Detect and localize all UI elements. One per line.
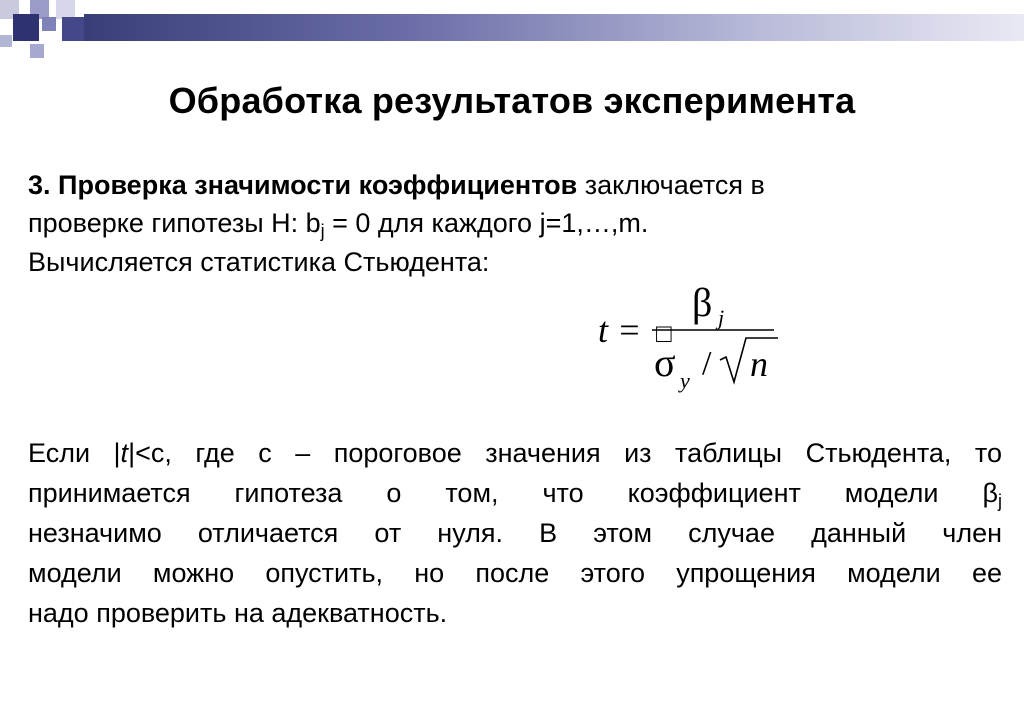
statistic-intro: Вычисляется статистика Стьюдента: [28, 247, 490, 277]
conclusion-line-4: модели можно опустить, но после этого упрощения модели ее [28, 558, 1002, 588]
slide-title: Обработка результатов эксперимента [168, 80, 856, 121]
conclusion-text: Если | [28, 438, 121, 468]
conclusion-paragraph [28, 433, 1002, 633]
conclusion-text: принимается гипотеза о том, что коэффициент модели β [28, 478, 998, 508]
deco-square [13, 14, 39, 41]
conclusion-line-2 [28, 473, 1002, 513]
hypothesis-text-suffix: = 0 для каждого j=1,…,m. [324, 208, 649, 238]
conclusion-text: |<c, где c – пороговое значения из таблицы Стьюдента, то [128, 438, 1002, 468]
header-gradient-bar [84, 14, 1024, 41]
formula-slash: / [702, 345, 712, 382]
formula-sqrt-argument: n [750, 344, 768, 384]
deco-square [42, 17, 56, 31]
hypothesis-text-prefix: проверке гипотезы H: b [28, 208, 321, 238]
deco-square [30, 44, 44, 58]
hypothesis-subscript: j [320, 221, 325, 241]
item-heading: Проверка значимости коэффициентов [58, 170, 578, 200]
formula-lhs: t = [598, 310, 642, 350]
conclusion-t-symbol: t [120, 438, 129, 468]
conclusion-subscript: j [998, 491, 1002, 511]
formula-numerator-subscript: j [718, 305, 725, 330]
student-t-formula [590, 268, 790, 398]
conclusion-line-3: незначимо отличается от нуля. В этом случае данный член [28, 518, 1002, 548]
conclusion-line-1 [28, 433, 1002, 473]
sqrt-sign [720, 338, 778, 382]
item-number: 3. [28, 170, 51, 200]
deco-square [0, 35, 12, 47]
formula-denominator-sigma: σ [654, 340, 676, 385]
formula-numerator-beta: β [692, 280, 713, 325]
conclusion-line-5: надо проверить на адекватность. [28, 598, 448, 628]
formula-denominator-subscript: y [680, 368, 690, 393]
deco-square [62, 17, 84, 41]
formula-missing-glyph: □ [656, 319, 672, 348]
item-paragraph [28, 166, 888, 242]
item-text: заключается в [577, 170, 765, 200]
